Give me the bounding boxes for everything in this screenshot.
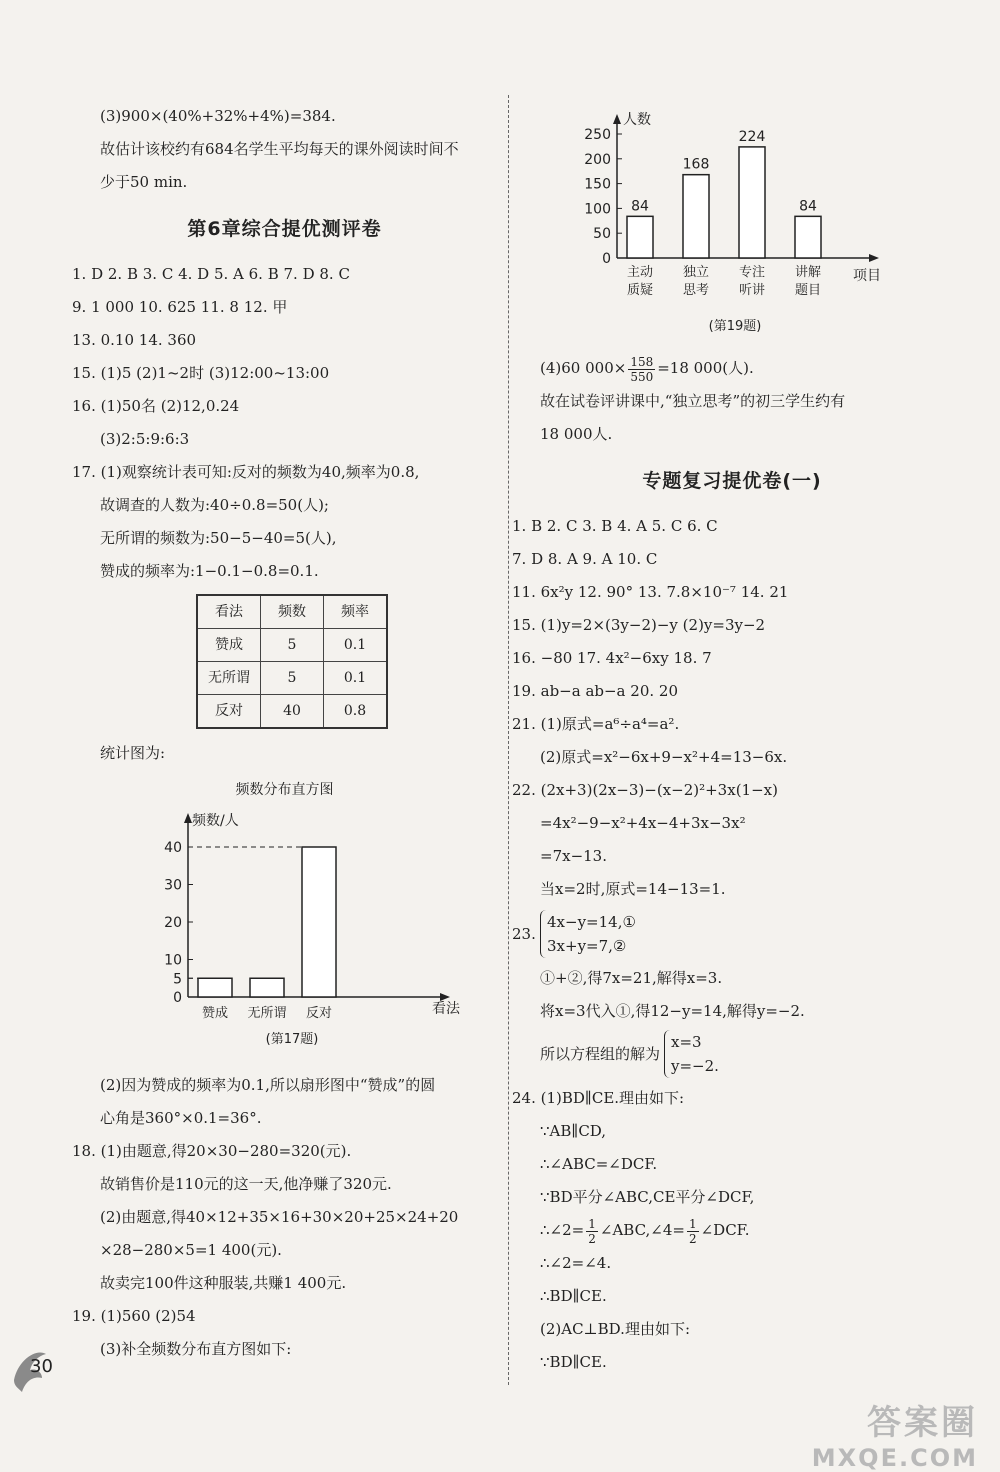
text-line: ∵BD平分∠ABC,CE平分∠DCF, xyxy=(540,1188,755,1206)
answer-line: =7x−13. xyxy=(540,847,607,865)
text-line: (2)由题意,得40×12+35×16+30×20+25×24+20 xyxy=(100,1208,459,1226)
table-cell: 反对 xyxy=(197,695,261,729)
answer-line: 当x=2时,原式=14−13=1. xyxy=(540,880,726,898)
chart17-tick-label: 40 xyxy=(164,840,182,856)
text-fragment: ∠ABC,∠4= xyxy=(599,1221,685,1239)
answer-line: 无所谓的频数为:50−5−40=5(人), xyxy=(100,529,337,547)
chart19-category-label: 思考 xyxy=(682,283,710,298)
equation-brace xyxy=(540,910,636,958)
equation-line: 4x−y=14,① xyxy=(547,913,636,931)
chart19-data-label: 84 xyxy=(799,198,817,215)
chart17-category-label: 赞成 xyxy=(201,1006,229,1021)
text-fragment: (4)60 000× xyxy=(540,359,627,377)
text-line: 将x=3代入①,得12−y=14,解得y=−2. xyxy=(540,1002,805,1020)
table-cell: 赞成 xyxy=(197,629,261,662)
chart17-tick-label: 0 xyxy=(173,990,182,1006)
answer-line: (2)原式=x²−6x+9−x²+4=13−6x. xyxy=(540,748,788,766)
fraction-numerator: 158 xyxy=(630,354,654,369)
text-line: 故估计该校约有684名学生平均每天的课外阅读时间不 xyxy=(100,140,459,158)
answer-line: 13. 0.10 14. 360 xyxy=(72,331,197,349)
chart19-tick-label: 0 xyxy=(602,251,611,267)
answer-line: 16. −80 17. 4x²−6xy 18. 7 xyxy=(512,649,712,667)
text-line: 心角是360°×0.1=36°. xyxy=(100,1109,262,1127)
text-fragment: 所以方程组的解为 xyxy=(540,1044,661,1063)
equation-line: 3x+y=7,② xyxy=(547,937,627,955)
text-line: 少于50 min. xyxy=(100,173,188,191)
chart19-bar xyxy=(795,216,821,258)
table-cell: 5 xyxy=(261,629,324,662)
chart17-x-arrow xyxy=(440,993,450,1001)
text-line: 24. (1)BD∥CE.理由如下: xyxy=(512,1089,685,1107)
text-fragment: =18 000(人). xyxy=(657,359,754,377)
column-divider xyxy=(508,95,509,1385)
text-line: 故在试卷评讲课中,“独立思考”的初三学生约有 xyxy=(540,392,846,410)
text-line: ∵AB∥CD, xyxy=(540,1122,607,1140)
chart19-tick-label: 50 xyxy=(593,226,611,243)
chart19-tick-label: 150 xyxy=(584,176,611,193)
equation-system xyxy=(512,910,952,958)
chart19-data-label: 168 xyxy=(682,156,710,173)
table-row xyxy=(197,662,387,695)
fraction-half xyxy=(687,1217,699,1246)
answer-line: 21. (1)原式=a⁶÷a⁴=a². xyxy=(512,715,680,733)
chart19-y-arrow xyxy=(613,114,621,124)
text-fragment: ∴∠2= xyxy=(540,1221,585,1239)
table-cell: 0.8 xyxy=(324,695,388,729)
answer-line: 17. (1)观察统计表可知:反对的频数为40,频率为0.8, xyxy=(72,463,420,481)
answer-line: 9. 1 000 10. 625 11. 8 12. 甲 xyxy=(72,298,288,316)
text-line: ×28−280×5=1 400(元). xyxy=(100,1241,282,1259)
chart-q17 xyxy=(112,807,512,1069)
text-line: 18. (1)由题意,得20×30−280=320(元). xyxy=(72,1142,352,1160)
chart17-caption: (第17题) xyxy=(265,1032,319,1047)
table-cell: 无所谓 xyxy=(197,662,261,695)
text-line: 统计图为: xyxy=(100,744,166,762)
text-line xyxy=(512,352,952,385)
answer-line: 赞成的频率为:1−0.1−0.8=0.1. xyxy=(100,562,319,580)
chart19-data-label: 224 xyxy=(738,128,766,145)
watermark-main: 答案圈 xyxy=(867,1403,978,1443)
solution-system xyxy=(512,1030,952,1078)
chart19-bar xyxy=(627,216,653,258)
answer-line: 15. (1)5 (2)1~2时 (3)12:00~13:00 xyxy=(72,364,330,382)
chart19-category-label: 听讲 xyxy=(738,283,766,298)
chart17-bar xyxy=(250,978,284,997)
table-header-cell: 看法 xyxy=(197,595,261,629)
frequency-table xyxy=(196,594,388,729)
chart19-category-label: 题目 xyxy=(794,283,822,298)
chart17-title: 频数分布直方图 xyxy=(235,782,334,798)
fraction xyxy=(628,355,655,384)
answer-line: 15. (1)y=2×(3y−2)−y (2)y=3y−2 xyxy=(512,616,766,634)
table-header-cell: 频率 xyxy=(324,595,388,629)
chart19-category-label: 专注 xyxy=(738,265,766,280)
chart19-caption: (第19题) xyxy=(708,319,762,334)
chart17-xlabel: 看法 xyxy=(432,1001,460,1017)
text-line: ∴BD∥CE. xyxy=(540,1287,607,1305)
fraction-numerator: 1 xyxy=(588,1216,596,1231)
table-header-cell: 频数 xyxy=(261,595,324,629)
text-line: ∴∠2=∠4. xyxy=(540,1254,612,1272)
chart-q19 xyxy=(565,108,895,338)
solution-line: y=−2. xyxy=(671,1057,719,1075)
table-row xyxy=(197,695,387,729)
page-number: 30 xyxy=(30,1356,53,1377)
chart19-bar xyxy=(739,147,765,258)
text-line xyxy=(512,1214,952,1247)
answer-line: 故调查的人数为:40÷0.8=50(人); xyxy=(100,496,329,514)
chart19-category-label: 主动 xyxy=(626,265,654,280)
chart17-ylabel: 频数/人 xyxy=(192,813,239,829)
answer-line: 22. (2x+3)(2x−3)−(x−2)²+3x(1−x) xyxy=(512,781,778,799)
answer-line: (3)2:5:9:6:3 xyxy=(100,430,190,448)
text-line: 故卖完100件这种服装,共赚1 400元. xyxy=(100,1274,347,1292)
chart17-tick-label: 5 xyxy=(173,971,182,988)
text-line: 19. (1)560 (2)54 xyxy=(72,1307,196,1325)
answer-line: 7. D 8. A 9. A 10. C xyxy=(512,550,658,568)
chart19-ylabel: 人数 xyxy=(623,112,651,128)
answer-line: 16. (1)50名 (2)12,0.24 xyxy=(72,397,240,415)
text-line: ∴∠ABC=∠DCF. xyxy=(540,1155,658,1173)
chart19-x-arrow xyxy=(869,254,879,262)
table-cell: 40 xyxy=(261,695,324,729)
answer-line: 11. 6x²y 12. 90° 13. 7.8×10⁻⁷ 14. 21 xyxy=(512,583,789,601)
text-line: ①+②,得7x=21,解得x=3. xyxy=(540,969,723,987)
chart17-category-label: 无所谓 xyxy=(247,1006,287,1021)
fraction-half xyxy=(586,1217,598,1246)
chart19-tick-label: 100 xyxy=(584,201,611,218)
fraction-denominator: 550 xyxy=(630,369,654,384)
text-line: (3)900×(40%+32%+4%)=384. xyxy=(100,107,336,125)
answer-line: =4x²−9−x²+4x−4+3x−3x² xyxy=(540,814,746,832)
right-column xyxy=(512,354,952,1379)
table-cell: 0.1 xyxy=(324,662,388,695)
chart17-tick-label: 10 xyxy=(164,952,182,969)
chart19-category-label: 独立 xyxy=(682,265,710,280)
chart17-bar xyxy=(198,978,232,997)
chart17-tick-label: 30 xyxy=(164,877,182,894)
text-line: (2)因为赞成的频率为0.1,所以扇形图中“赞成”的圆 xyxy=(100,1076,436,1094)
table-row xyxy=(197,629,387,662)
text-line: (2)AC⊥BD.理由如下: xyxy=(540,1320,691,1338)
left-column xyxy=(72,100,497,1366)
chart17-y-arrow xyxy=(184,813,192,823)
site-watermark xyxy=(812,1395,978,1472)
section-heading: 专题复习提优卷(一) xyxy=(642,470,822,492)
answer-line: 19. ab−a ab−a 20. 20 xyxy=(512,682,678,700)
chart19-tick-label: 200 xyxy=(584,151,611,168)
question-number: 23. xyxy=(512,924,536,943)
fraction-denominator: 2 xyxy=(688,1231,697,1246)
answer-line: 1. D 2. B 3. C 4. D 5. A 6. B 7. D 8. C xyxy=(72,265,350,283)
chart19-data-label: 84 xyxy=(631,198,649,215)
table-cell: 0.1 xyxy=(324,629,388,662)
text-line: 18 000人. xyxy=(540,425,613,443)
fraction-denominator: 2 xyxy=(588,1231,596,1246)
table-header-row xyxy=(197,595,387,629)
text-line: 故销售价是110元的这一天,他净赚了320元. xyxy=(100,1175,392,1193)
text-fragment: ∠DCF. xyxy=(700,1221,750,1239)
text-line: ∵BD∥CE. xyxy=(540,1353,607,1371)
chart19-category-label: 质疑 xyxy=(626,283,654,298)
section-heading: 第6章综合提优测评卷 xyxy=(187,218,382,240)
solution-brace xyxy=(664,1030,719,1078)
text-line: (3)补全频数分布直方图如下: xyxy=(100,1340,292,1358)
chart19-tick-label: 250 xyxy=(584,127,611,143)
chart17-tick-label: 20 xyxy=(164,915,182,931)
watermark-sub: MXQE.COM xyxy=(811,1444,978,1472)
fraction-numerator: 1 xyxy=(688,1216,697,1231)
chart19-bar xyxy=(683,175,709,258)
table-cell: 5 xyxy=(261,662,324,695)
answer-line: 1. B 2. C 3. B 4. A 5. C 6. C xyxy=(512,517,718,535)
chart19-category-label: 讲解 xyxy=(794,265,822,280)
chart17-category-label: 反对 xyxy=(305,1006,333,1021)
chart17-bar xyxy=(302,847,336,997)
solution-line: x=3 xyxy=(671,1033,702,1051)
chart19-xlabel: 项目 xyxy=(853,268,881,284)
